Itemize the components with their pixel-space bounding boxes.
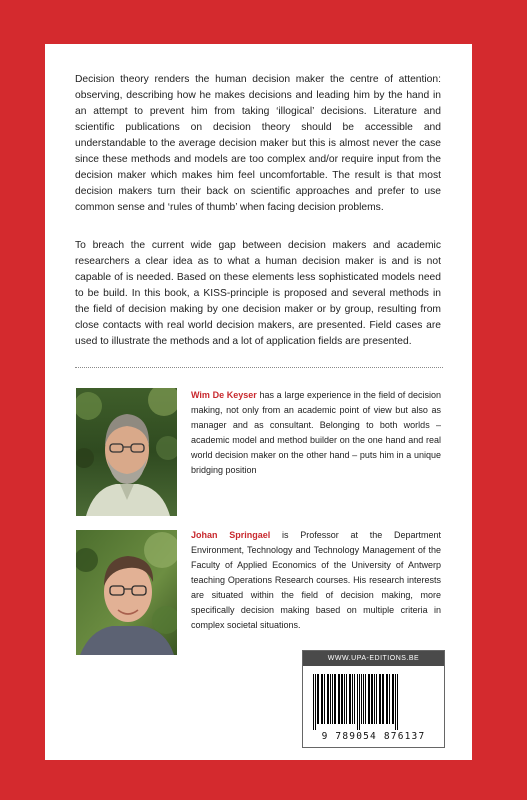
author-bio-johan-springael [191, 528, 441, 633]
author-photo-wim-de-keyser [76, 388, 177, 516]
barcode-block [302, 650, 445, 748]
back-cover-page [45, 44, 472, 760]
author-name: Wim De Keyser [191, 390, 257, 400]
author-bio-wim-de-keyser [191, 388, 441, 478]
publisher-url: WWW.UPA-EDITIONS.BE [303, 651, 444, 666]
author-bio-text: is Professor at the Department Environment, Technology and Technology Management of the Faculty of Applied Economics of the University of Antwerp teaching Operations Research courses. His research interests are situated within the field of decision making, more specifically decision making based on multiple criteria in complex societal situations. [191, 530, 442, 630]
dotted-divider [75, 367, 443, 368]
isbn-number: 9 789054 876137 [321, 731, 426, 742]
description-paragraph-2: To breach the current wide gap between decision makers and academic researchers a clear idea as to what a human decision maker is and is not capable of is needed. Based on these elements less sophisticated models need to be build. In this book, a KISS-principle is proposed and several methods in the field of decision making by one decision maker or by group, resulting from close contacts with real world decision makers, are presented. Field cases are used to illustrate the methods and a lot of application fields are presented. [75, 240, 441, 347]
description-paragraph-1: Decision theory renders the human decision maker the centre of attention: observing, describing how he makes decisions and leading him by the hand in an attempt to prevent him from taking ‘illogical’ decisions. Literature and scientific publications on decision theory should be accessible and understandable to the average decision maker but this is almost never the case since these methods and models are too complex and/or require input from the decision maker which makes him feel uncomfortable. The result is that most decision makers turn their back on scientific approaches and prefer to use common sense and ‘rules of thumb’ when facing decision problems. [75, 74, 441, 213]
barcode-bars [311, 674, 436, 730]
author-name: Johan Springael [191, 530, 271, 540]
author-bio-text: has a large experience in the field of decision making, not only from an academic point of view but also as manager and as consultant. Belonging to both worlds – academic model and method builder on the one hand and real world decision maker on the other hand – puts him in a unique bridging position [191, 390, 441, 475]
author-photo-johan-springael [76, 530, 177, 655]
